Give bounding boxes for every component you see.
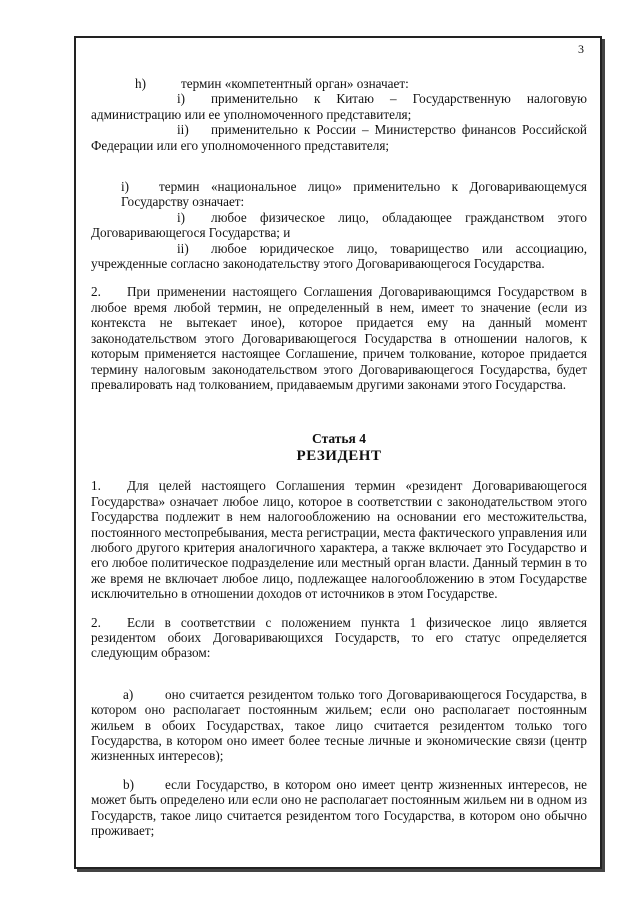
item-h-label: h) (135, 76, 146, 91)
subitem-a-label: a) (123, 686, 134, 702)
item-h-text: термин «компетентный орган» означает: (181, 76, 409, 91)
item-i-sub-i-label: i) (177, 209, 186, 225)
article-paragraph-1-text: Для целей настоящего Соглашения термин «резидент Договаривающегося Государства» означает любое лицо, которое в соответствии с законодательством этого Государства подлежит в нем налогообложению на основании его местожительства, постоянного местопребывания, места регистрации, места фактического управления или любого другого критерия аналогичного характера, а также включает это Государство и его любое политическое подразделение или местный орган власти. Данный термин в то же время не включает любое лицо, подлежащее налогообложению в этом Государстве исключительно в отношении доходов от источников в этом Государстве. (91, 478, 587, 602)
subitem-a-text: оно считается резидентом только того Договаривающегося Государства, в котором оно располагает постоянным жильем; если оно располагает постоянным жильем в обоих Государствах, такое лицо считается резидентом только того Государства, в котором оно имеет более тесные личные и экономические связи (центр жизненных интересов); (91, 686, 587, 764)
item-i-sub-ii (91, 241, 587, 272)
item-i (91, 179, 587, 210)
item-i-sub-i (91, 210, 587, 241)
item-h-sub-i (91, 91, 587, 122)
subitem-a (91, 687, 587, 764)
article-paragraph-2-label: 2. (91, 614, 101, 630)
article-title: Статья 4 (312, 431, 366, 447)
article-paragraph-1 (91, 478, 587, 601)
article-name: РЕЗИДЕНТ (296, 448, 382, 465)
item-i-text: термин «национальное лицо» применительно к Договаривающемуся Государству означает: (121, 179, 587, 210)
subitem-b-label: b) (123, 776, 134, 792)
document-body (91, 76, 587, 838)
item-h-sub-ii-text: применительно к России – Министерство финансов Российской Федерации или его уполномоченного представителя; (91, 122, 587, 153)
item-h (91, 76, 587, 91)
subitem-b-text: если Государство, в котором оно имеет центр жизненных интересов, не может быть определено или если оно не располагает постоянным жильем ни в одном из Государств, такое лицо считается резидентом того Государства, в котором оно обычно проживает; (91, 776, 587, 839)
item-i-label: i) (121, 179, 130, 195)
paragraph-2-text: При применении настоящего Соглашения Договаривающимся Государством в любое время любой термин, не определенный в нем, имеет то значение (если из контекста не вытекает иное), которое придается ему на данный момент законодательством этого Договаривающегося Государства в отношении налогов, к которым применяется настоящее Соглашение, причем толкование, которое придается термину налоговым законодательством этого Договаривающегося Государства, будет превалировать над толкованием, придаваемым другими законами этого Государства. (91, 284, 587, 392)
item-i-sub-ii-text: любое юридическое лицо, товарищество или ассоциацию, учрежденные согласно законодательству этого Договаривающегося Государства. (91, 240, 587, 272)
article-paragraph-2 (91, 615, 587, 661)
item-i-sub-i-text: любое физическое лицо, обладающее гражданством этого Договаривающегося Государства; и (91, 209, 587, 241)
item-i-sub-ii-label: ii) (177, 240, 189, 256)
item-h-sub-ii (91, 122, 587, 153)
article-paragraph-2-text: Если в соответствии с положением пункта 1 физическое лицо является резидентом обоих Договаривающихся Государств, то его статус определяется следующим образом: (91, 614, 587, 661)
page-frame (74, 36, 602, 869)
article-paragraph-1-label: 1. (91, 478, 101, 494)
paragraph-2-label: 2. (91, 284, 101, 300)
page-number: 3 (578, 42, 584, 56)
item-h-sub-i-text: применительно к Китаю – Государственную налоговую администрацию или ее уполномоченного представителя; (91, 91, 587, 122)
subitem-b (91, 777, 587, 839)
item-h-sub-i-label: i) (177, 91, 186, 107)
item-h-sub-ii-label: ii) (177, 122, 189, 138)
paragraph-2 (91, 284, 587, 392)
